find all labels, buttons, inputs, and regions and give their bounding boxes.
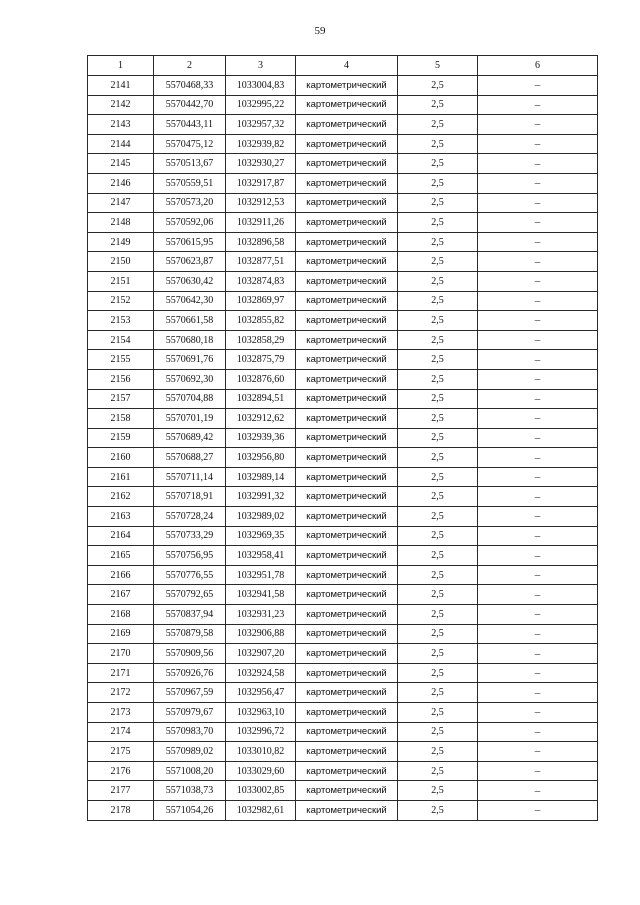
table-row xyxy=(88,703,598,723)
y-coordinate-cell: 1032957,32 xyxy=(226,115,296,135)
x-coordinate-cell: 5570691,76 xyxy=(154,350,226,370)
method-cell: картометрический xyxy=(296,781,398,801)
table-row xyxy=(88,742,598,762)
description-cell: – xyxy=(478,193,598,213)
point-number-cell: 2160 xyxy=(88,448,154,468)
accuracy-cell: 2,5 xyxy=(398,663,478,683)
accuracy-cell: 2,5 xyxy=(398,565,478,585)
point-number-cell: 2142 xyxy=(88,95,154,115)
method-cell: картометрический xyxy=(296,134,398,154)
accuracy-cell: 2,5 xyxy=(398,467,478,487)
table-row xyxy=(88,350,598,370)
y-coordinate-cell: 1032996,72 xyxy=(226,722,296,742)
column-header-4: 4 xyxy=(296,56,398,76)
y-coordinate-cell: 1032956,47 xyxy=(226,683,296,703)
table-row xyxy=(88,389,598,409)
table-row xyxy=(88,644,598,664)
method-cell: картометрический xyxy=(296,800,398,820)
table-row xyxy=(88,330,598,350)
table-row xyxy=(88,585,598,605)
table-row xyxy=(88,487,598,507)
accuracy-cell: 2,5 xyxy=(398,800,478,820)
point-number-cell: 2152 xyxy=(88,291,154,311)
method-cell: картометрический xyxy=(296,389,398,409)
page-number: 59 xyxy=(314,25,326,37)
method-cell: картометрический xyxy=(296,291,398,311)
x-coordinate-cell: 5570979,67 xyxy=(154,703,226,723)
description-cell: – xyxy=(478,448,598,468)
x-coordinate-cell: 5570688,27 xyxy=(154,448,226,468)
x-coordinate-cell: 5571054,26 xyxy=(154,800,226,820)
description-cell: – xyxy=(478,154,598,174)
method-cell: картометрический xyxy=(296,271,398,291)
method-cell: картометрический xyxy=(296,761,398,781)
point-number-cell: 2150 xyxy=(88,252,154,272)
y-coordinate-cell: 1032991,32 xyxy=(226,487,296,507)
table-row xyxy=(88,722,598,742)
method-cell: картометрический xyxy=(296,467,398,487)
y-coordinate-cell: 1032995,22 xyxy=(226,95,296,115)
accuracy-cell: 2,5 xyxy=(398,271,478,291)
point-number-cell: 2161 xyxy=(88,467,154,487)
x-coordinate-cell: 5570468,33 xyxy=(154,76,226,96)
accuracy-cell: 2,5 xyxy=(398,644,478,664)
y-coordinate-cell: 1032982,61 xyxy=(226,800,296,820)
table-row xyxy=(88,781,598,801)
description-cell: – xyxy=(478,134,598,154)
description-cell: – xyxy=(478,173,598,193)
accuracy-cell: 2,5 xyxy=(398,291,478,311)
x-coordinate-cell: 5570756,95 xyxy=(154,546,226,566)
table-row xyxy=(88,232,598,252)
method-cell: картометрический xyxy=(296,115,398,135)
y-coordinate-cell: 1032989,02 xyxy=(226,507,296,527)
description-cell: – xyxy=(478,585,598,605)
x-coordinate-cell: 5570475,12 xyxy=(154,134,226,154)
accuracy-cell: 2,5 xyxy=(398,350,478,370)
table-row xyxy=(88,565,598,585)
point-number-cell: 2149 xyxy=(88,232,154,252)
description-cell: – xyxy=(478,271,598,291)
accuracy-cell: 2,5 xyxy=(398,173,478,193)
column-header-6: 6 xyxy=(478,56,598,76)
description-cell: – xyxy=(478,526,598,546)
y-coordinate-cell: 1032963,10 xyxy=(226,703,296,723)
point-number-cell: 2163 xyxy=(88,507,154,527)
table-row xyxy=(88,800,598,820)
point-number-cell: 2158 xyxy=(88,409,154,429)
method-cell: картометрический xyxy=(296,409,398,429)
table-row xyxy=(88,526,598,546)
x-coordinate-cell: 5570661,58 xyxy=(154,311,226,331)
method-cell: картометрический xyxy=(296,722,398,742)
y-coordinate-cell: 1032911,26 xyxy=(226,213,296,233)
table-row xyxy=(88,193,598,213)
accuracy-cell: 2,5 xyxy=(398,526,478,546)
method-cell: картометрический xyxy=(296,703,398,723)
point-number-cell: 2147 xyxy=(88,193,154,213)
table-row xyxy=(88,507,598,527)
accuracy-cell: 2,5 xyxy=(398,389,478,409)
x-coordinate-cell: 5571038,73 xyxy=(154,781,226,801)
x-coordinate-cell: 5570733,29 xyxy=(154,526,226,546)
table-row xyxy=(88,761,598,781)
x-coordinate-cell: 5570513,67 xyxy=(154,154,226,174)
y-coordinate-cell: 1032855,82 xyxy=(226,311,296,331)
x-coordinate-cell: 5570879,58 xyxy=(154,624,226,644)
method-cell: картометрический xyxy=(296,428,398,448)
point-number-cell: 2157 xyxy=(88,389,154,409)
y-coordinate-cell: 1032912,62 xyxy=(226,409,296,429)
y-coordinate-cell: 1032896,58 xyxy=(226,232,296,252)
point-number-cell: 2170 xyxy=(88,644,154,664)
description-cell: – xyxy=(478,742,598,762)
description-cell: – xyxy=(478,644,598,664)
table-row xyxy=(88,663,598,683)
accuracy-cell: 2,5 xyxy=(398,703,478,723)
accuracy-cell: 2,5 xyxy=(398,624,478,644)
accuracy-cell: 2,5 xyxy=(398,585,478,605)
table-row xyxy=(88,115,598,135)
method-cell: картометрический xyxy=(296,252,398,272)
method-cell: картометрический xyxy=(296,526,398,546)
column-header-5: 5 xyxy=(398,56,478,76)
method-cell: картометрический xyxy=(296,546,398,566)
table-row xyxy=(88,605,598,625)
x-coordinate-cell: 5570642,30 xyxy=(154,291,226,311)
point-number-cell: 2177 xyxy=(88,781,154,801)
accuracy-cell: 2,5 xyxy=(398,95,478,115)
method-cell: картометрический xyxy=(296,369,398,389)
point-number-cell: 2153 xyxy=(88,311,154,331)
point-number-cell: 2144 xyxy=(88,134,154,154)
description-cell: – xyxy=(478,761,598,781)
y-coordinate-cell: 1033002,85 xyxy=(226,781,296,801)
table-row xyxy=(88,409,598,429)
table-row xyxy=(88,154,598,174)
accuracy-cell: 2,5 xyxy=(398,546,478,566)
method-cell: картометрический xyxy=(296,663,398,683)
x-coordinate-cell: 5570711,14 xyxy=(154,467,226,487)
y-coordinate-cell: 1032874,83 xyxy=(226,271,296,291)
x-coordinate-cell: 5570592,06 xyxy=(154,213,226,233)
method-cell: картометрический xyxy=(296,487,398,507)
method-cell: картометрический xyxy=(296,624,398,644)
table-row xyxy=(88,213,598,233)
y-coordinate-cell: 1032869,97 xyxy=(226,291,296,311)
description-cell: – xyxy=(478,252,598,272)
y-coordinate-cell: 1032951,78 xyxy=(226,565,296,585)
table-row xyxy=(88,252,598,272)
method-cell: картометрический xyxy=(296,683,398,703)
point-number-cell: 2171 xyxy=(88,663,154,683)
y-coordinate-cell: 1032912,53 xyxy=(226,193,296,213)
x-coordinate-cell: 5570776,55 xyxy=(154,565,226,585)
description-cell: – xyxy=(478,369,598,389)
header-row xyxy=(88,56,598,76)
description-cell: – xyxy=(478,507,598,527)
table-row xyxy=(88,624,598,644)
description-cell: – xyxy=(478,703,598,723)
point-number-cell: 2169 xyxy=(88,624,154,644)
x-coordinate-cell: 5570630,42 xyxy=(154,271,226,291)
point-number-cell: 2145 xyxy=(88,154,154,174)
x-coordinate-cell: 5570926,76 xyxy=(154,663,226,683)
y-coordinate-cell: 1032875,79 xyxy=(226,350,296,370)
y-coordinate-cell: 1032858,29 xyxy=(226,330,296,350)
point-number-cell: 2167 xyxy=(88,585,154,605)
description-cell: – xyxy=(478,800,598,820)
accuracy-cell: 2,5 xyxy=(398,605,478,625)
description-cell: – xyxy=(478,232,598,252)
accuracy-cell: 2,5 xyxy=(398,369,478,389)
point-number-cell: 2178 xyxy=(88,800,154,820)
description-cell: – xyxy=(478,722,598,742)
table-row xyxy=(88,291,598,311)
table-row xyxy=(88,271,598,291)
description-cell: – xyxy=(478,115,598,135)
method-cell: картометрический xyxy=(296,232,398,252)
table-row xyxy=(88,683,598,703)
point-number-cell: 2154 xyxy=(88,330,154,350)
accuracy-cell: 2,5 xyxy=(398,742,478,762)
description-cell: – xyxy=(478,330,598,350)
description-cell: – xyxy=(478,76,598,96)
method-cell: картометрический xyxy=(296,213,398,233)
x-coordinate-cell: 5570689,42 xyxy=(154,428,226,448)
y-coordinate-cell: 1032907,20 xyxy=(226,644,296,664)
method-cell: картометрический xyxy=(296,311,398,331)
table-row xyxy=(88,369,598,389)
point-number-cell: 2141 xyxy=(88,76,154,96)
accuracy-cell: 2,5 xyxy=(398,409,478,429)
x-coordinate-cell: 5570728,24 xyxy=(154,507,226,527)
x-coordinate-cell: 5570442,70 xyxy=(154,95,226,115)
coordinates-table xyxy=(87,55,598,821)
accuracy-cell: 2,5 xyxy=(398,683,478,703)
accuracy-cell: 2,5 xyxy=(398,232,478,252)
table-row xyxy=(88,76,598,96)
description-cell: – xyxy=(478,683,598,703)
point-number-cell: 2155 xyxy=(88,350,154,370)
table-body xyxy=(88,76,598,821)
accuracy-cell: 2,5 xyxy=(398,193,478,213)
description-cell: – xyxy=(478,781,598,801)
accuracy-cell: 2,5 xyxy=(398,76,478,96)
point-number-cell: 2166 xyxy=(88,565,154,585)
point-number-cell: 2175 xyxy=(88,742,154,762)
description-cell: – xyxy=(478,428,598,448)
table-row xyxy=(88,311,598,331)
accuracy-cell: 2,5 xyxy=(398,448,478,468)
point-number-cell: 2172 xyxy=(88,683,154,703)
x-coordinate-cell: 5570704,88 xyxy=(154,389,226,409)
x-coordinate-cell: 5570443,11 xyxy=(154,115,226,135)
x-coordinate-cell: 5570983,70 xyxy=(154,722,226,742)
accuracy-cell: 2,5 xyxy=(398,722,478,742)
point-number-cell: 2174 xyxy=(88,722,154,742)
table-row xyxy=(88,448,598,468)
point-number-cell: 2162 xyxy=(88,487,154,507)
method-cell: картометрический xyxy=(296,585,398,605)
y-coordinate-cell: 1032924,58 xyxy=(226,663,296,683)
method-cell: картометрический xyxy=(296,173,398,193)
x-coordinate-cell: 5570573,20 xyxy=(154,193,226,213)
description-cell: – xyxy=(478,624,598,644)
table-row xyxy=(88,173,598,193)
description-cell: – xyxy=(478,546,598,566)
description-cell: – xyxy=(478,487,598,507)
x-coordinate-cell: 5570989,02 xyxy=(154,742,226,762)
y-coordinate-cell: 1032958,41 xyxy=(226,546,296,566)
table-row xyxy=(88,546,598,566)
description-cell: – xyxy=(478,565,598,585)
x-coordinate-cell: 5570909,56 xyxy=(154,644,226,664)
y-coordinate-cell: 1032894,51 xyxy=(226,389,296,409)
x-coordinate-cell: 5570792,65 xyxy=(154,585,226,605)
method-cell: картометрический xyxy=(296,350,398,370)
accuracy-cell: 2,5 xyxy=(398,134,478,154)
point-number-cell: 2173 xyxy=(88,703,154,723)
description-cell: – xyxy=(478,663,598,683)
y-coordinate-cell: 1032917,87 xyxy=(226,173,296,193)
table-row xyxy=(88,134,598,154)
y-coordinate-cell: 1032877,51 xyxy=(226,252,296,272)
column-header-3: 3 xyxy=(226,56,296,76)
x-coordinate-cell: 5570692,30 xyxy=(154,369,226,389)
x-coordinate-cell: 5570623,87 xyxy=(154,252,226,272)
point-number-cell: 2146 xyxy=(88,173,154,193)
y-coordinate-cell: 1033010,82 xyxy=(226,742,296,762)
table-row xyxy=(88,428,598,448)
method-cell: картометрический xyxy=(296,565,398,585)
method-cell: картометрический xyxy=(296,644,398,664)
column-header-1: 1 xyxy=(88,56,154,76)
method-cell: картометрический xyxy=(296,76,398,96)
y-coordinate-cell: 1032989,14 xyxy=(226,467,296,487)
point-number-cell: 2165 xyxy=(88,546,154,566)
x-coordinate-cell: 5570837,94 xyxy=(154,605,226,625)
description-cell: – xyxy=(478,95,598,115)
point-number-cell: 2176 xyxy=(88,761,154,781)
description-cell: – xyxy=(478,605,598,625)
y-coordinate-cell: 1032941,58 xyxy=(226,585,296,605)
method-cell: картометрический xyxy=(296,605,398,625)
method-cell: картометрический xyxy=(296,448,398,468)
accuracy-cell: 2,5 xyxy=(398,252,478,272)
point-number-cell: 2148 xyxy=(88,213,154,233)
point-number-cell: 2143 xyxy=(88,115,154,135)
y-coordinate-cell: 1032939,36 xyxy=(226,428,296,448)
description-cell: – xyxy=(478,389,598,409)
y-coordinate-cell: 1032930,27 xyxy=(226,154,296,174)
x-coordinate-cell: 5570680,18 xyxy=(154,330,226,350)
point-number-cell: 2164 xyxy=(88,526,154,546)
x-coordinate-cell: 5571008,20 xyxy=(154,761,226,781)
table-row xyxy=(88,95,598,115)
description-cell: – xyxy=(478,467,598,487)
method-cell: картометрический xyxy=(296,507,398,527)
accuracy-cell: 2,5 xyxy=(398,115,478,135)
table-header xyxy=(88,56,598,76)
method-cell: картометрический xyxy=(296,154,398,174)
y-coordinate-cell: 1032939,82 xyxy=(226,134,296,154)
y-coordinate-cell: 1032931,23 xyxy=(226,605,296,625)
x-coordinate-cell: 5570967,59 xyxy=(154,683,226,703)
column-header-2: 2 xyxy=(154,56,226,76)
table-row xyxy=(88,467,598,487)
x-coordinate-cell: 5570615,95 xyxy=(154,232,226,252)
y-coordinate-cell: 1032969,35 xyxy=(226,526,296,546)
point-number-cell: 2151 xyxy=(88,271,154,291)
method-cell: картометрический xyxy=(296,330,398,350)
accuracy-cell: 2,5 xyxy=(398,781,478,801)
accuracy-cell: 2,5 xyxy=(398,428,478,448)
y-coordinate-cell: 1033004,83 xyxy=(226,76,296,96)
accuracy-cell: 2,5 xyxy=(398,330,478,350)
method-cell: картометрический xyxy=(296,193,398,213)
x-coordinate-cell: 5570718,91 xyxy=(154,487,226,507)
method-cell: картометрический xyxy=(296,95,398,115)
point-number-cell: 2156 xyxy=(88,369,154,389)
description-cell: – xyxy=(478,311,598,331)
method-cell: картометрический xyxy=(296,742,398,762)
accuracy-cell: 2,5 xyxy=(398,311,478,331)
accuracy-cell: 2,5 xyxy=(398,487,478,507)
point-number-cell: 2168 xyxy=(88,605,154,625)
x-coordinate-cell: 5570701,19 xyxy=(154,409,226,429)
description-cell: – xyxy=(478,409,598,429)
y-coordinate-cell: 1032906,88 xyxy=(226,624,296,644)
y-coordinate-cell: 1032956,80 xyxy=(226,448,296,468)
description-cell: – xyxy=(478,213,598,233)
description-cell: – xyxy=(478,291,598,311)
accuracy-cell: 2,5 xyxy=(398,213,478,233)
point-number-cell: 2159 xyxy=(88,428,154,448)
accuracy-cell: 2,5 xyxy=(398,507,478,527)
y-coordinate-cell: 1032876,60 xyxy=(226,369,296,389)
accuracy-cell: 2,5 xyxy=(398,761,478,781)
accuracy-cell: 2,5 xyxy=(398,154,478,174)
y-coordinate-cell: 1033029,60 xyxy=(226,761,296,781)
x-coordinate-cell: 5570559,51 xyxy=(154,173,226,193)
description-cell: – xyxy=(478,350,598,370)
